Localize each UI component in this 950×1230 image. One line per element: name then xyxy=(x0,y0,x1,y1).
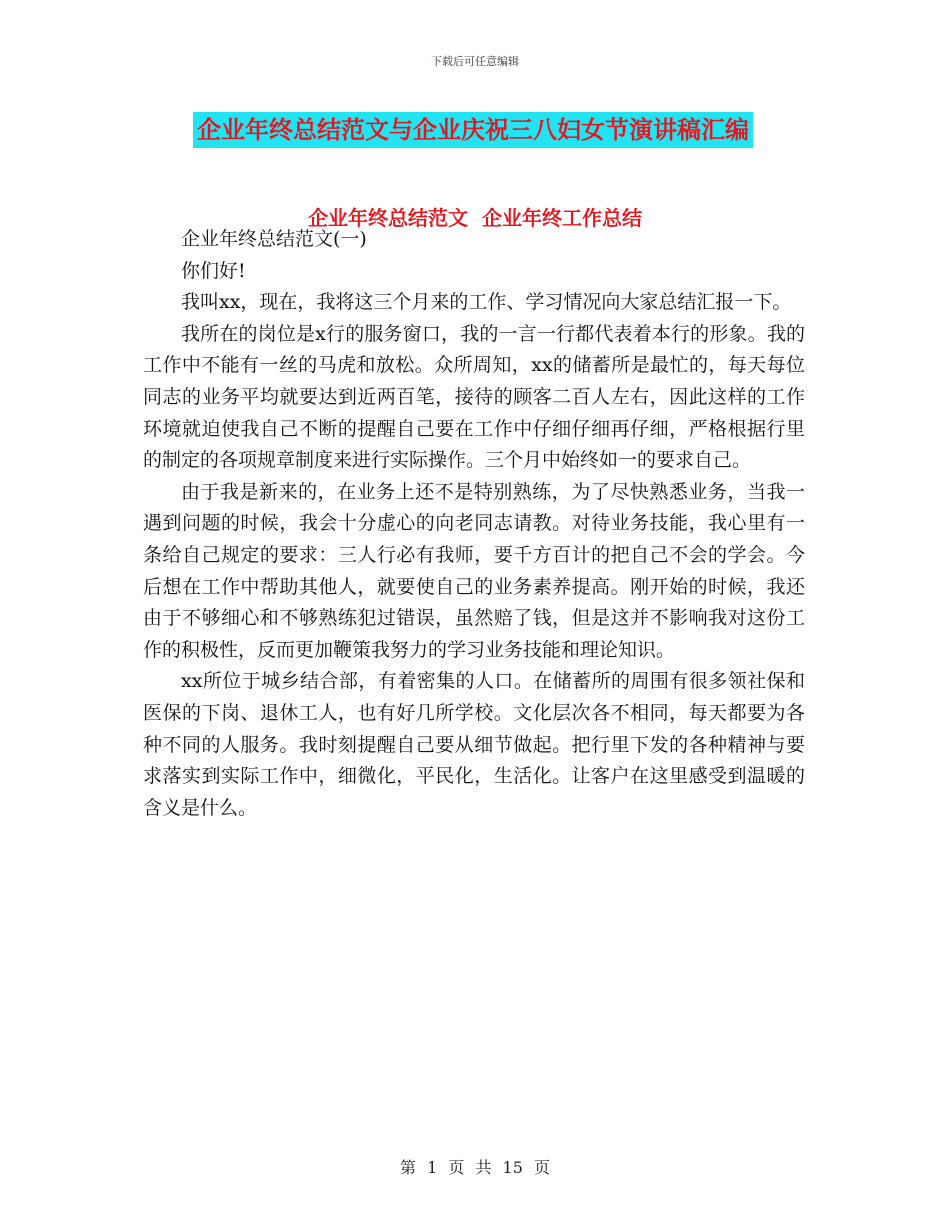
header-note: 下载后可任意编辑 xyxy=(431,55,519,68)
section-title: 企业年终总结范文 企业年终工作总结 xyxy=(308,206,642,230)
paragraph: 我所在的岗位是x行的服务窗口，我的一言一行都代表着本行的形象。我的工作中不能有一丝的马虎和放松。众所周知，xx的储蓄所是最忙的，每天每位同志的业务平均就要达到近两百笔，接待的顾客二百人左右，因此这样的工作环境就迫使我自己不断的提醒自己要在工作中仔细仔细再仔细，严格根据行里的制定的各项规章制度来进行实际操作。三个月中始终如一的要求自己。 xyxy=(143,322,805,472)
page-number: 第 1 页 共 15 页 xyxy=(400,1158,550,1177)
paragraph: 我叫xx，现在，我将这三个月来的工作、学习情况向大家总结汇报一下。 xyxy=(181,291,792,314)
paragraph: 由于我是新来的，在业务上还不是特别熟练，为了尽快熟悉业务，当我一遇到问题的时候，我会十分虚心的向老同志请教。对待业务技能，我心里有一条给自己规定的要求：三人行必有我师，要千方百计的把自己不会的学会。今后想在工作中帮助其他人，就要使自己的业务素养提高。刚开始的时候，我还由于不够细心和不够熟练犯过错误，虽然赔了钱，但是这并不影响我对这份工作的积极性，反而更加鞭策我努力的学习业务技能和理论知识。 xyxy=(143,480,805,661)
paragraph-heading: 企业年终总结范文(一) xyxy=(181,228,367,250)
document-title: 企业年终总结范文与企业庆祝三八妇女节演讲稿汇编 xyxy=(193,112,753,148)
paragraph-greeting: 你们好! xyxy=(181,259,246,282)
document-body xyxy=(143,224,805,824)
paragraph: xx所位于城乡结合部，有着密集的人口。在储蓄所的周围有很多领社保和医保的下岗、退休工人，也有好几所学校。文化层次各不相同，每天都要为各种不同的人服务。我时刻提醒自己要从细节做起。把行里下发的各种精神与要求落实到实际工作中，细微化，平民化，生活化。让客户在这里感受到温暖的含义是什么。 xyxy=(143,670,805,819)
